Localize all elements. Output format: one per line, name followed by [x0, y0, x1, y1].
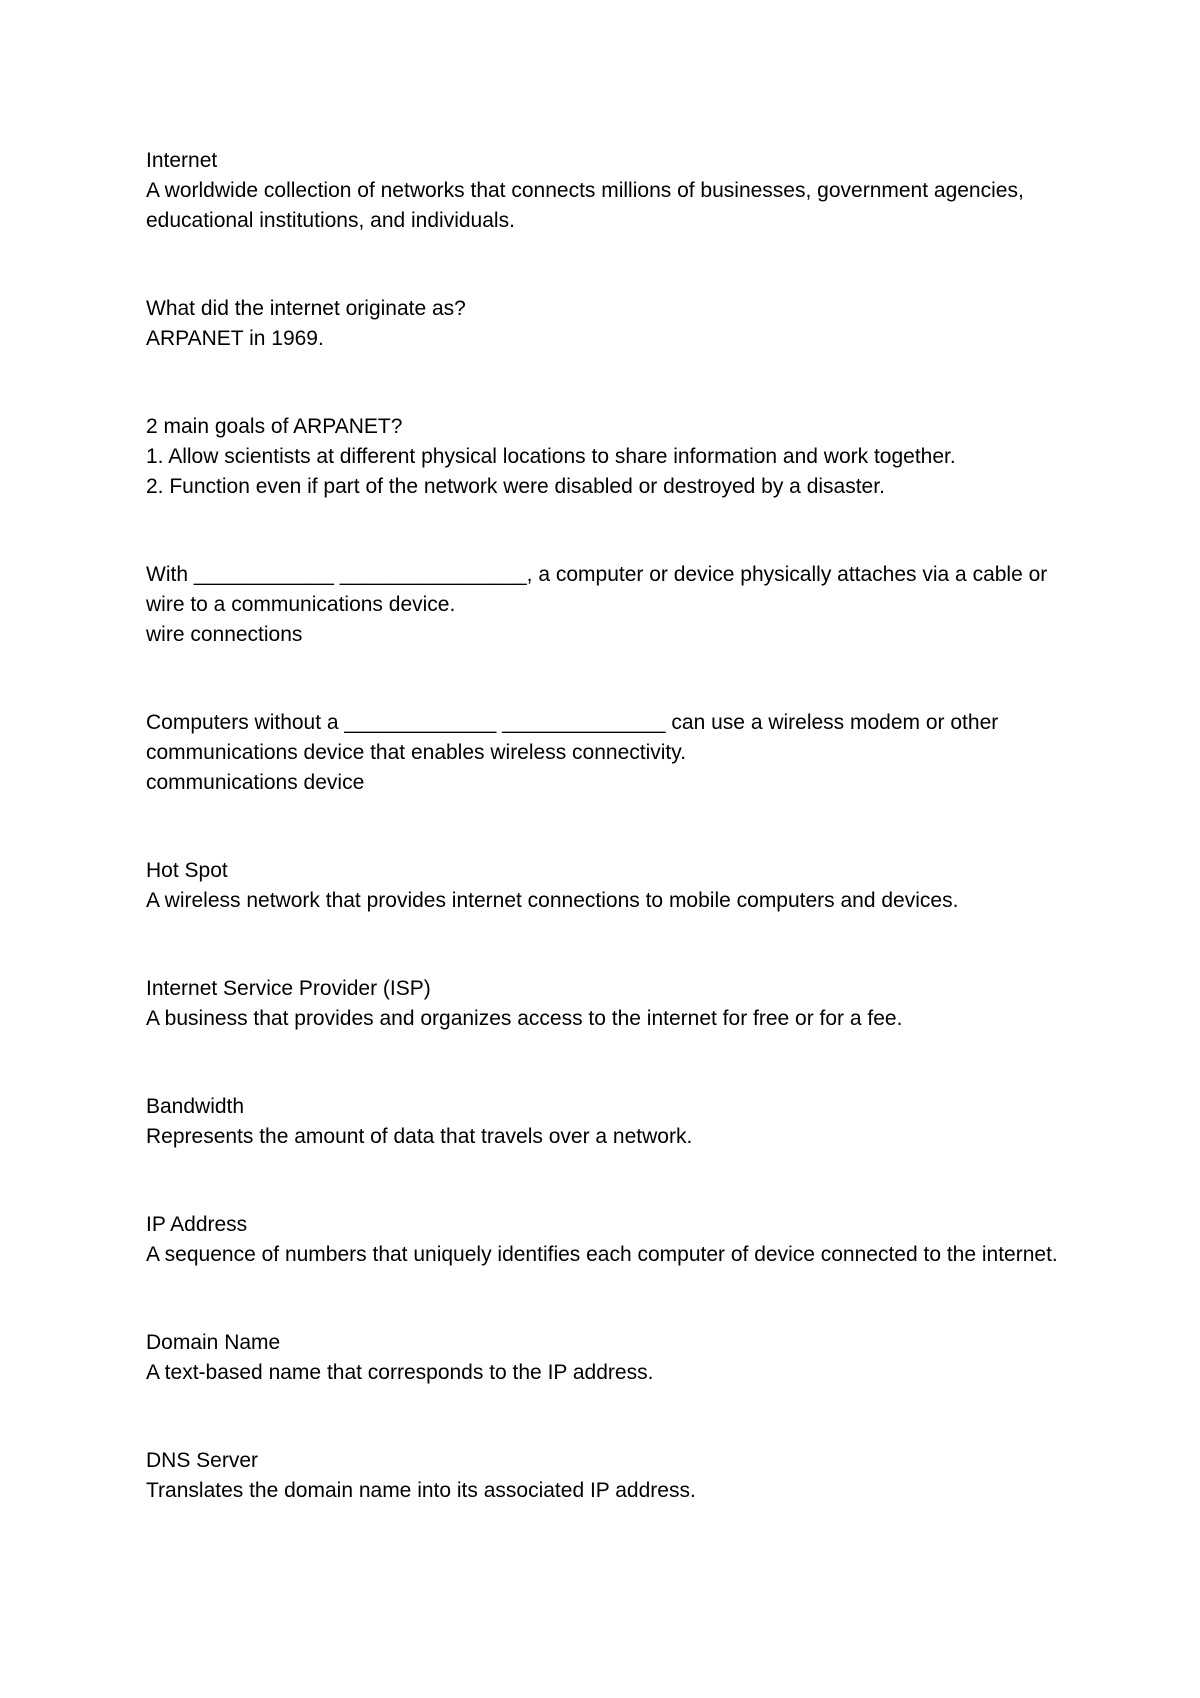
answer: ARPANET in 1969. [146, 327, 324, 350]
term: DNS Server [146, 1449, 259, 1472]
entry-internet-origin [146, 294, 1066, 354]
term: Bandwidth [146, 1095, 245, 1118]
answer: communications device [146, 771, 365, 794]
definition: A worldwide collection of networks that connects millions of businesses, government agencies, educational institutions, and individuals. [146, 179, 1024, 232]
definition: A wireless network that provides internet connections to mobile computers and devices. [146, 889, 959, 912]
list-item: 1. Allow scientists at different physical locations to share information and work together. [146, 445, 956, 468]
entry-isp [146, 974, 1066, 1034]
entry-wire-connections [146, 560, 1066, 650]
question: What did the internet originate as? [146, 297, 466, 320]
definition: A text-based name that corresponds to the IP address. [146, 1361, 654, 1384]
question: 2 main goals of ARPANET? [146, 415, 403, 438]
entry-ip-address [146, 1210, 1066, 1270]
term: Hot Spot [146, 859, 228, 882]
term: IP Address [146, 1213, 248, 1236]
entry-bandwidth [146, 1092, 1066, 1152]
definition: Represents the amount of data that travels over a network. [146, 1125, 693, 1148]
entry-internet [146, 146, 1066, 236]
term: Internet Service Provider (ISP) [146, 977, 431, 1000]
document-content [146, 146, 1066, 1506]
answer: wire connections [146, 623, 303, 646]
entry-arpanet-goals [146, 412, 1066, 502]
term: Domain Name [146, 1331, 281, 1354]
list-item: 2. Function even if part of the network were disabled or destroyed by a disaster. [146, 475, 885, 498]
fill-in-question: With ____________ ________________, a computer or device physically attaches via a cable or wire to a communications device. [146, 563, 1048, 616]
entry-domain-name [146, 1328, 1066, 1388]
entry-hot-spot [146, 856, 1066, 916]
fill-in-question: Computers without a _____________ ______________ can use a wireless modem or other communications device that enables wireless connectivity. [146, 711, 999, 764]
entry-dns-server [146, 1446, 1066, 1506]
definition: A sequence of numbers that uniquely identifies each computer of device connected to the internet. [146, 1243, 1058, 1266]
definition: A business that provides and organizes access to the internet for free or for a fee. [146, 1007, 903, 1030]
term: Internet [146, 149, 218, 172]
definition: Translates the domain name into its associated IP address. [146, 1479, 696, 1502]
entry-communications-device [146, 708, 1066, 798]
